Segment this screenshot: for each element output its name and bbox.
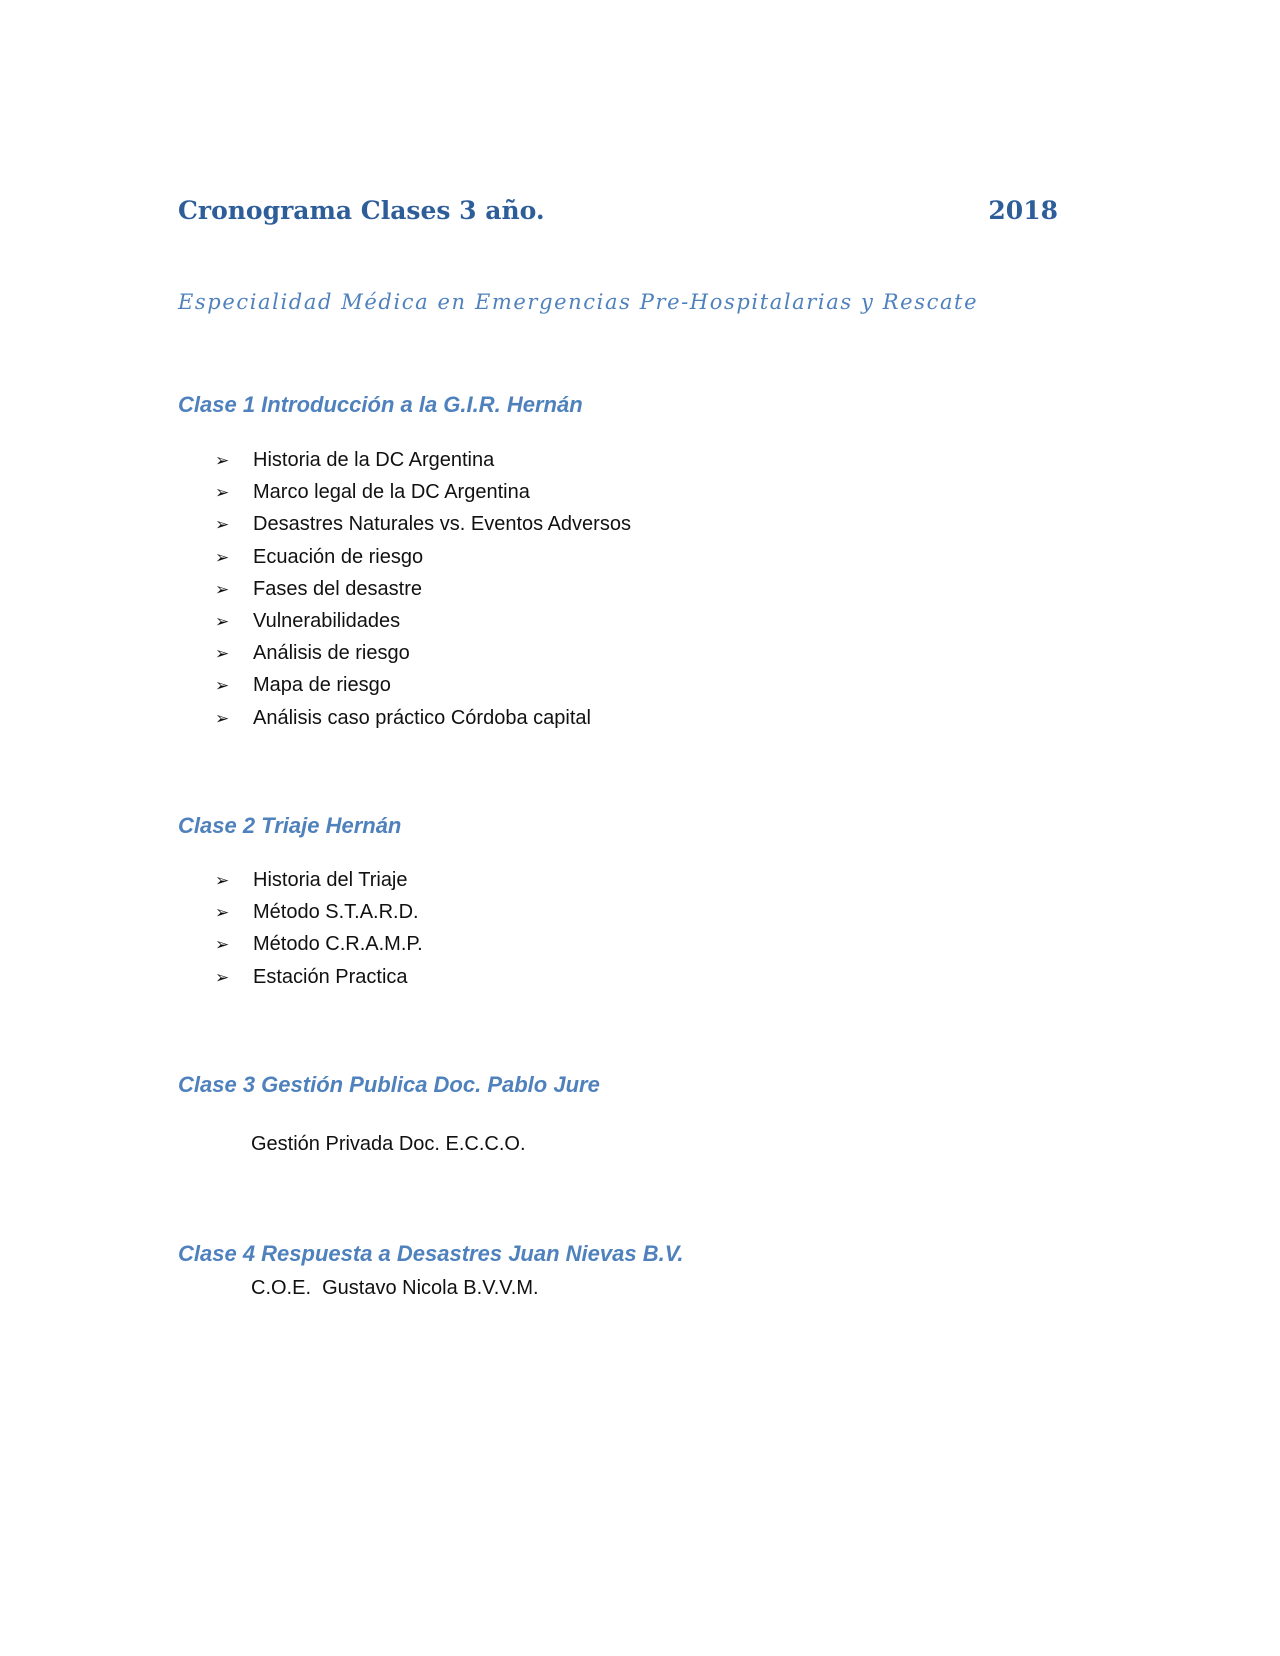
arrow-bullet-icon: ➢ [215,483,230,504]
section-heading-clase-2: Clase 2 Triaje Hernán [178,813,402,838]
title-row [178,196,1058,236]
list-item [215,573,631,605]
section-line-clase-3: Gestión Privada Doc. E.C.C.O. [251,1133,526,1155]
list-item-label: Análisis caso práctico Córdoba capital [253,706,591,729]
document-title: Cronograma Clases 3 año. [178,196,545,225]
list-item-label: Método S.T.A.R.D. [253,901,419,924]
arrow-bullet-icon: ➢ [215,515,230,536]
arrow-bullet-icon: ➢ [215,547,230,568]
list-item [215,508,631,540]
list-item [215,605,631,637]
list-item-label: Método C.R.A.M.P. [253,933,423,956]
topic-list-clase-1 [215,444,631,734]
list-item-label: Marco legal de la DC Argentina [253,481,530,504]
list-item [215,476,631,508]
list-item-label: Historia del Triaje [253,869,408,891]
list-item [215,702,631,734]
arrow-bullet-icon: ➢ [215,935,230,956]
list-item-label: Fases del desastre [253,577,422,600]
list-item-label: Análisis de riesgo [253,642,410,665]
arrow-bullet-icon: ➢ [215,644,230,665]
list-item [215,896,423,928]
document-year: 2018 [988,196,1058,225]
list-item [215,864,423,896]
arrow-bullet-icon: ➢ [215,708,230,729]
arrow-bullet-icon: ➢ [215,451,230,471]
list-item [215,637,631,669]
list-item-label: Historia de la DC Argentina [253,449,495,471]
section-heading-clase-3: Clase 3 Gestión Publica Doc. Pablo Jure [178,1072,600,1097]
list-item [215,669,631,701]
topic-list-clase-2 [215,864,423,993]
list-item-label: Vulnerabilidades [253,609,401,632]
list-item-label: Mapa de riesgo [253,674,391,697]
list-item-label: Desastres Naturales vs. Eventos Adversos [253,513,631,536]
arrow-bullet-icon: ➢ [215,579,230,600]
document-subtitle: Especialidad Médica en Emergencias Pre-Hospitalarias y Rescate [178,290,979,314]
list-item-label: Estación Practica [253,965,408,988]
arrow-bullet-icon: ➢ [215,611,230,632]
arrow-bullet-icon: ➢ [215,967,230,988]
section-line-clase-4: C.O.E. Gustavo Nicola B.V.V.M. [251,1277,539,1299]
arrow-bullet-icon: ➢ [215,903,230,924]
arrow-bullet-icon: ➢ [215,871,230,891]
list-item-label: Ecuación de riesgo [253,545,424,568]
list-item [215,541,631,573]
section-heading-clase-1: Clase 1 Introducción a la G.I.R. Hernán [178,392,583,417]
list-item [215,444,631,476]
list-item [215,961,423,993]
arrow-bullet-icon: ➢ [215,676,230,697]
list-item [215,928,423,960]
section-heading-clase-4: Clase 4 Respuesta a Desastres Juan Nievas B.V. [178,1241,684,1266]
